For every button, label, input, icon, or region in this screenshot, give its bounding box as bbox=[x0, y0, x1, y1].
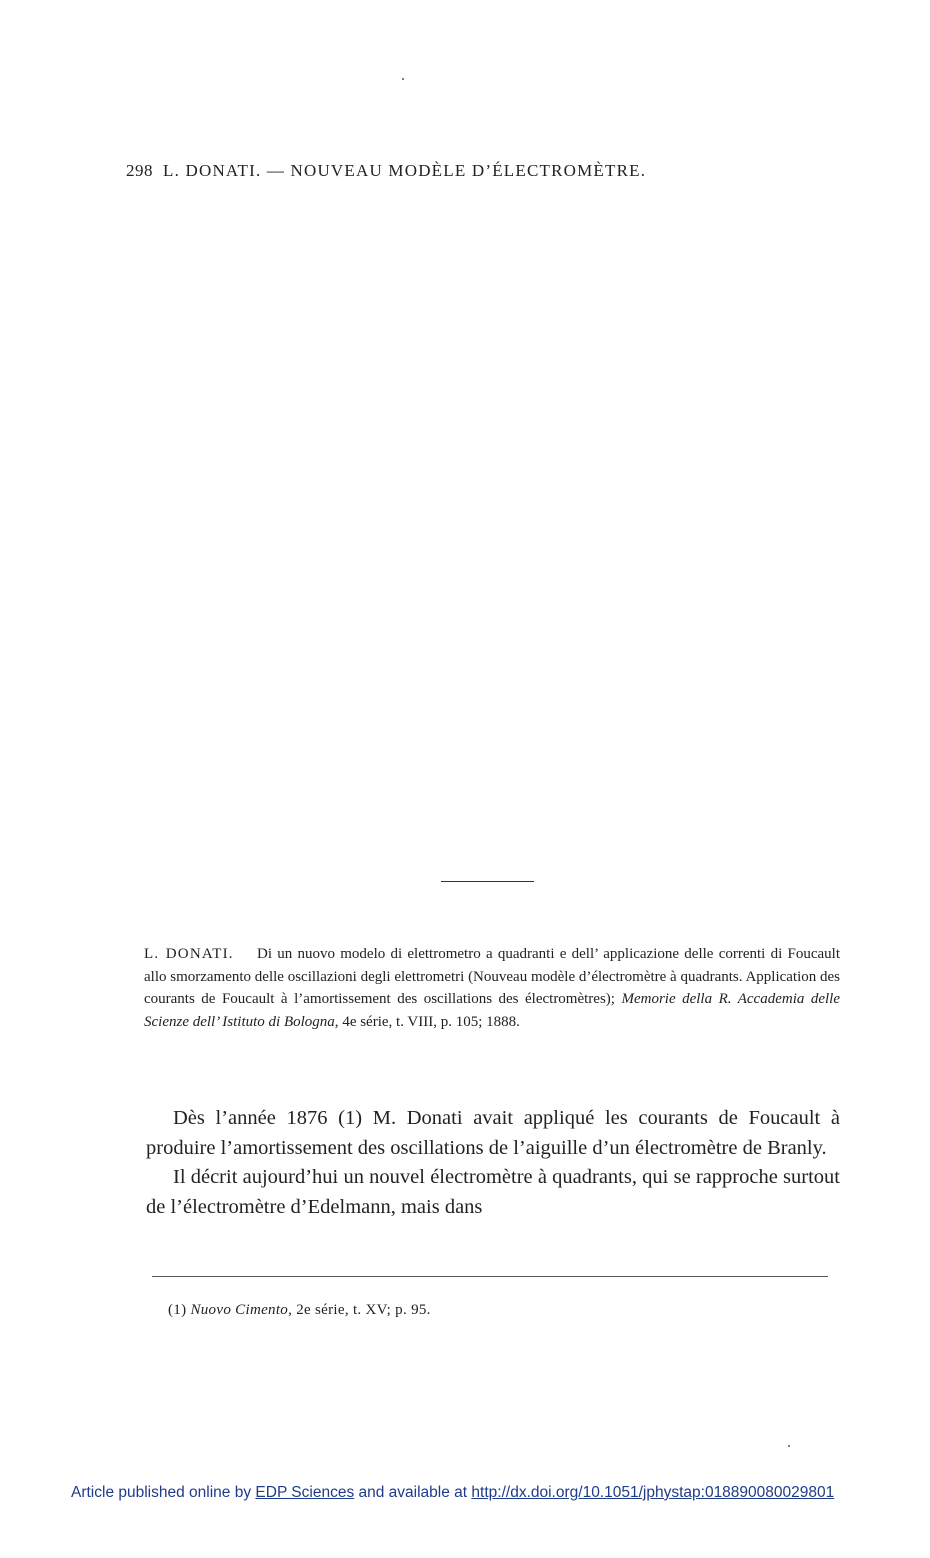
publisher-prefix: Article published online by bbox=[71, 1484, 252, 1501]
bibliographic-entry bbox=[144, 943, 840, 1033]
section-separator bbox=[441, 881, 534, 882]
article-body bbox=[146, 1104, 840, 1222]
entry-italian-title: Di un nuovo modelo di elettrometro a quadranti e dell’ applicazione delle correnti di Foucault allo smorzamento delle oscillazioni degli elettrometri bbox=[144, 946, 840, 985]
entry-author: L. DONATI. bbox=[144, 946, 234, 962]
scan-speck bbox=[402, 78, 404, 80]
footnote-marker: (1) bbox=[168, 1302, 187, 1318]
entry-details: 4e série, t. VIII, p. 105; 1888. bbox=[342, 1013, 520, 1030]
footnote-source: Nuovo Cimento, bbox=[190, 1302, 293, 1318]
entry-french-title: (Nouveau modèle d’électromètre à quadrants. Application des courants de Foucault à l’amortissement des oscillations des électromètres); bbox=[144, 968, 841, 1008]
page-number: 298 bbox=[126, 161, 153, 180]
entry-journal: Memorie della R. Accademia delle Scienze dell’ Istituto di Bologna, bbox=[144, 991, 840, 1030]
footnote-separator bbox=[152, 1276, 828, 1277]
publisher-link[interactable]: EDP Sciences bbox=[255, 1484, 355, 1501]
publisher-bar bbox=[71, 1484, 834, 1502]
publisher-middle: and available at bbox=[358, 1484, 468, 1501]
footnote bbox=[168, 1302, 431, 1319]
body-paragraph-2: Il décrit aujourd’hui un nouvel électromètre à quadrants, qui se rapproche surtout de l’électromètre d’Edelmann, mais dans bbox=[146, 1166, 840, 1218]
doi-link[interactable]: http://dx.doi.org/10.1051/jphystap:018890080029801 bbox=[471, 1484, 835, 1501]
running-head bbox=[126, 161, 826, 181]
footnote-details: 2e série, t. XV; p. 95. bbox=[296, 1302, 431, 1318]
scan-speck bbox=[788, 1445, 790, 1447]
body-paragraph-1: Dès l’année 1876 (1) M. Donati avait appliqué les courants de Foucault à produire l’amortissement des oscillations de l’aiguille d’un électromètre de Branly. bbox=[146, 1107, 840, 1159]
running-head-title: L. DONATI. — NOUVEAU MODÈLE D’ÉLECTROMÈTRE. bbox=[163, 161, 647, 180]
